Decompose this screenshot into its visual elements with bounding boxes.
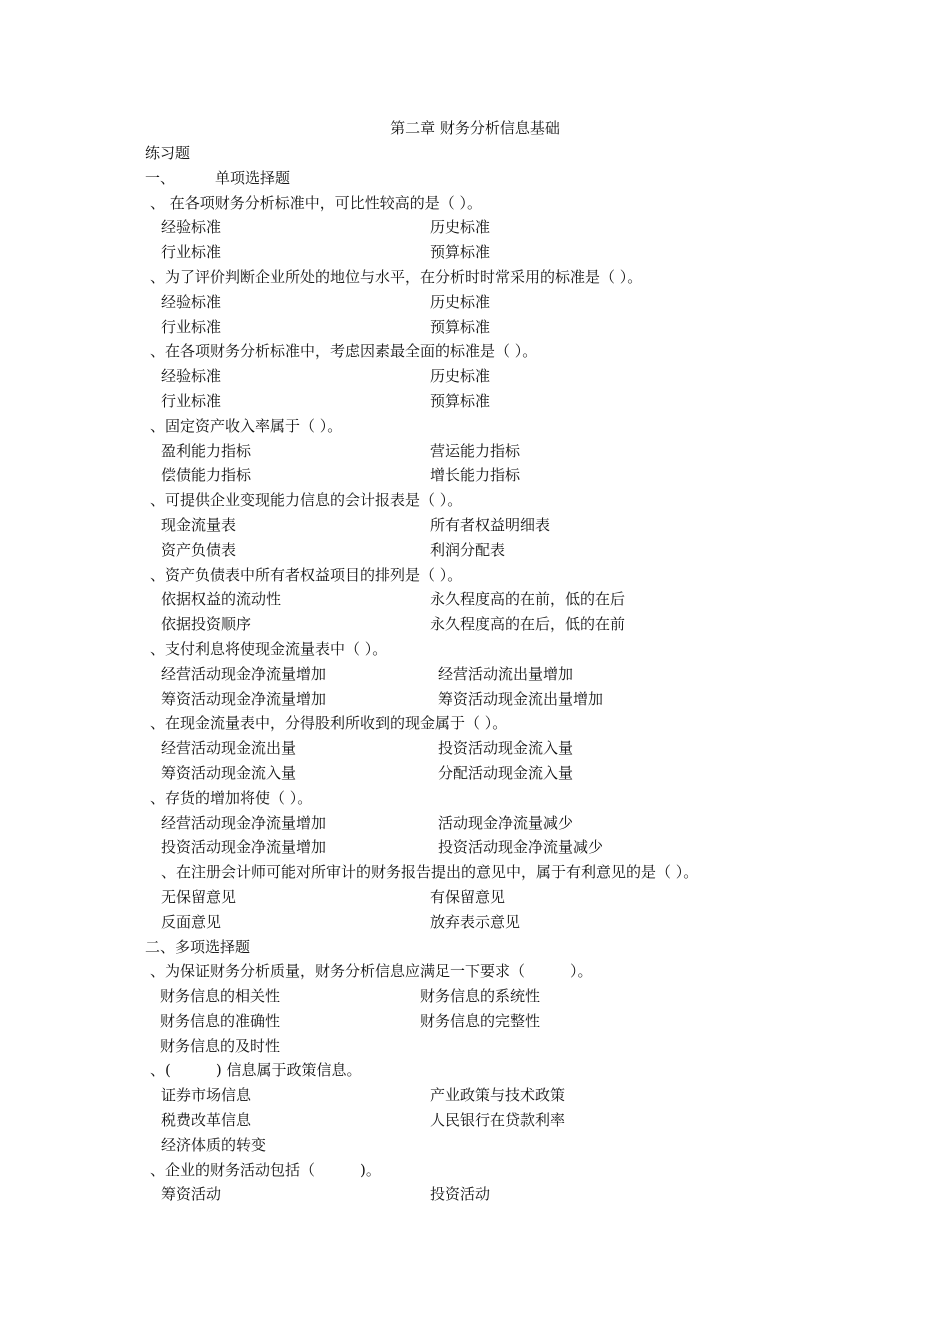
question-stem: 、在各项财务分析标准中，考虑因素最全面的标准是（ ）。 — [150, 342, 538, 361]
option-row — [145, 662, 825, 687]
option-row — [145, 513, 825, 538]
option-d: 预算标准 — [430, 243, 491, 262]
question-stem: 、 在各项财务分析标准中，可比性较高的是（ ）。 — [150, 193, 483, 212]
option-b: 产业政策与技术政策 — [430, 1086, 566, 1105]
option-b: 投资活动现金流入量 — [438, 739, 574, 758]
option-b: 财务信息的系统性 — [420, 987, 541, 1006]
option-c: 财务信息的准确性 — [160, 1011, 281, 1030]
option-d: 投资活动现金净流量减少 — [438, 838, 604, 857]
option-a: 证券市场信息 — [161, 1086, 252, 1105]
option-d: 增长能力指标 — [430, 466, 521, 485]
option-row — [145, 612, 825, 637]
option-row — [145, 1083, 825, 1108]
question-stem: 、在注册会计师可能对所审计的财务报告提出的意见中，属于有利意见的是（ ）。 — [161, 863, 699, 882]
option-b: 投资活动 — [430, 1185, 491, 1204]
option-b: 历史标准 — [430, 292, 491, 311]
option-c: 税费改革信息 — [161, 1111, 252, 1130]
option-b: 历史标准 — [430, 367, 491, 386]
option-c: 行业标准 — [161, 391, 222, 410]
question-stem: 、为保证财务分析质量，财务分析信息应满足一下要求（ ）。 — [150, 962, 593, 981]
exercise-label: 练习题 — [145, 144, 191, 162]
option-row — [145, 389, 825, 414]
option-c: 行业标准 — [161, 317, 222, 336]
question-stem: 、存货的增加将使（ ）。 — [150, 788, 313, 807]
option-row — [145, 463, 825, 488]
option-row — [145, 984, 825, 1009]
option-row — [145, 1009, 825, 1034]
question-stem: 、企业的财务活动包括（ )。 — [150, 1160, 381, 1179]
option-row — [145, 587, 825, 612]
option-row — [145, 290, 825, 315]
option-row — [145, 1133, 825, 1158]
option-row — [145, 364, 825, 389]
option-row — [145, 736, 825, 761]
option-a: 经验标准 — [161, 218, 222, 237]
option-d: 永久程度高的在后，低的在前 — [430, 615, 626, 634]
option-c: 资产负债表 — [161, 540, 237, 559]
option-row — [145, 1108, 825, 1133]
option-row — [145, 1034, 825, 1059]
option-row — [145, 761, 825, 786]
section-title: 单项选择题 — [215, 168, 291, 187]
option-a: 经营活动现金净流量增加 — [161, 813, 327, 832]
question-stem: 、资产负债表中所有者权益项目的排列是（ ）。 — [150, 565, 463, 584]
option-b: 永久程度高的在前，低的在后 — [430, 590, 626, 609]
document-body — [145, 141, 825, 1207]
option-a: 财务信息的相关性 — [160, 987, 281, 1006]
option-row — [145, 811, 825, 836]
section-heading — [145, 166, 825, 191]
option-b: 所有者权益明细表 — [430, 515, 551, 534]
option-a: 经营活动现金净流量增加 — [161, 664, 327, 683]
option-b: 活动现金净流量减少 — [438, 813, 574, 832]
option-e: 经济体质的转变 — [161, 1135, 267, 1154]
option-c: 行业标准 — [161, 243, 222, 262]
option-row — [145, 910, 825, 935]
option-d: 分配活动现金流入量 — [438, 763, 574, 782]
option-c: 依据投资顺序 — [161, 615, 252, 634]
option-c: 筹资活动现金流入量 — [161, 763, 297, 782]
option-row — [145, 538, 825, 563]
option-d: 利润分配表 — [430, 540, 506, 559]
option-a: 无保留意见 — [161, 887, 237, 906]
option-row — [145, 240, 825, 265]
option-d: 筹资活动现金流出量增加 — [438, 689, 604, 708]
question-stem: 、固定资产收入率属于（ ）。 — [150, 416, 343, 435]
option-a: 筹资活动 — [161, 1185, 222, 1204]
option-row — [145, 885, 825, 910]
option-e: 财务信息的及时性 — [160, 1036, 281, 1055]
section-heading-multiple-choice: 二、多项选择题 — [145, 937, 251, 956]
option-a: 依据权益的流动性 — [161, 590, 282, 609]
option-row — [145, 1182, 825, 1207]
option-c: 偿债能力指标 — [161, 466, 252, 485]
option-b: 有保留意见 — [430, 887, 506, 906]
option-row — [145, 835, 825, 860]
option-a: 经营活动现金流出量 — [161, 739, 297, 758]
question-stem: 、为了评价判断企业所处的地位与水平，在分析时时常采用的标准是（ ）。 — [150, 267, 643, 286]
option-a: 经验标准 — [161, 367, 222, 386]
option-b: 营运能力指标 — [430, 441, 521, 460]
option-c: 投资活动现金净流量增加 — [161, 838, 327, 857]
option-d: 预算标准 — [430, 391, 491, 410]
option-d: 预算标准 — [430, 317, 491, 336]
option-c: 反面意见 — [161, 912, 222, 931]
question-stem: 、( ) 信息属于政策信息。 — [150, 1061, 362, 1080]
option-a: 盈利能力指标 — [161, 441, 252, 460]
option-c: 筹资活动现金净流量增加 — [161, 689, 327, 708]
section-number: 一、 — [145, 168, 176, 187]
option-d: 放弃表示意见 — [430, 912, 521, 931]
option-row — [145, 439, 825, 464]
option-row — [145, 315, 825, 340]
option-b: 经营活动流出量增加 — [438, 664, 574, 683]
option-d: 财务信息的完整性 — [420, 1011, 541, 1030]
option-a: 现金流量表 — [161, 515, 237, 534]
page-title: 第二章 财务分析信息基础 — [390, 119, 560, 137]
option-a: 经验标准 — [161, 292, 222, 311]
question-stem: 、在现金流量表中，分得股利所收到的现金属于（ ）。 — [150, 714, 508, 733]
question-stem: 、支付利息将使现金流量表中（ ）。 — [150, 639, 388, 658]
question-stem: 、可提供企业变现能力信息的会计报表是（ ）。 — [150, 491, 463, 510]
option-row — [145, 687, 825, 712]
option-d: 人民银行在贷款利率 — [430, 1111, 566, 1130]
option-row — [145, 215, 825, 240]
option-b: 历史标准 — [430, 218, 491, 237]
